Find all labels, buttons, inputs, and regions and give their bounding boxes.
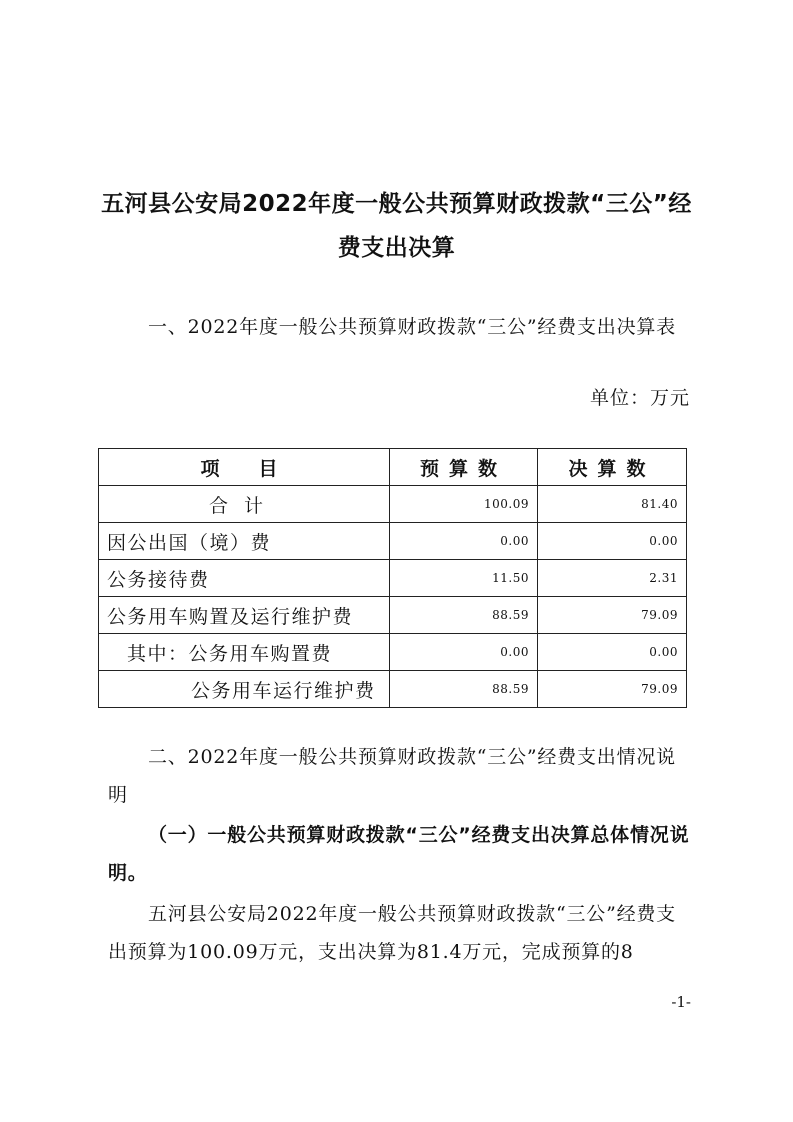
header-final: 决算数 [538, 449, 687, 486]
row-final: 79.09 [538, 671, 687, 708]
section1-heading: 一、2022年度一般公共预算财政拨款“三公”经费支出决算表 [148, 316, 676, 338]
row-final: 81.40 [538, 486, 687, 523]
row-label: 公务接待费 [99, 560, 390, 597]
table-row [99, 597, 687, 634]
row-budget: 88.59 [390, 671, 538, 708]
row-budget: 0.00 [390, 523, 538, 560]
section2-heading: 二、2022年度一般公共预算财政拨款“三公”经费支出情况说明 [108, 746, 676, 806]
header-item: 项 目 [99, 449, 390, 486]
row-label: 其中：公务用车购置费 [99, 634, 390, 671]
row-label: 合计 [99, 486, 390, 523]
unit-label: 单位：万元 [589, 387, 690, 409]
row-label: 公务用车运行维护费 [99, 671, 390, 708]
row-final: 2.31 [538, 560, 687, 597]
row-final: 79.09 [538, 597, 687, 634]
table-row [99, 523, 687, 560]
row-label: 因公出国（境）费 [99, 523, 390, 560]
table-header-row [99, 449, 687, 486]
row-budget: 0.00 [390, 634, 538, 671]
body-paragraph: 五河县公安局2022年度一般公共预算财政拨款“三公”经费支出预算为100.09万元，支出决算为81.4万元，完成预算的8 [108, 903, 676, 963]
table-row [99, 560, 687, 597]
table-row [99, 634, 687, 671]
table-row-total [99, 486, 687, 523]
row-budget: 100.09 [390, 486, 538, 523]
header-budget: 预算数 [390, 449, 538, 486]
row-final: 0.00 [538, 634, 687, 671]
row-budget: 88.59 [390, 597, 538, 634]
document-title: 五河县公安局2022年度一般公共预算财政拨款“三公”经费支出决算 [101, 191, 692, 261]
row-label: 公务用车购置及运行维护费 [99, 597, 390, 634]
row-final: 0.00 [538, 523, 687, 560]
page-number: -1- [671, 993, 691, 1011]
table-row [99, 671, 687, 708]
row-budget: 11.50 [390, 560, 538, 597]
subsection1-heading: （一）一般公共预算财政拨款“三公”经费支出决算总体情况说明。 [108, 824, 690, 884]
budget-table [98, 448, 687, 708]
